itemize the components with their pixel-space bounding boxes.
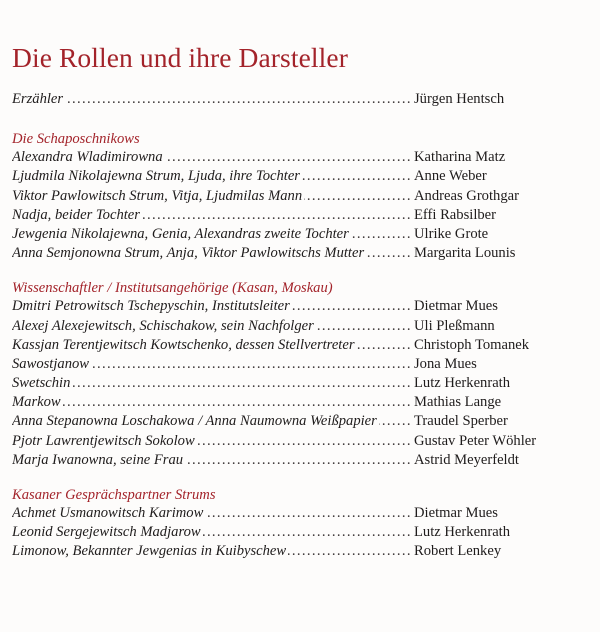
cast-entry xyxy=(12,244,592,263)
role-name: Pjotr Lawrentjewitsch Sokolow ..... xyxy=(12,432,412,451)
role-name: Limonow, Bekannter Jewgenias in Kuibyschew ..... xyxy=(12,542,412,561)
section-wissenschaftler xyxy=(12,279,592,470)
cast-entry xyxy=(12,355,592,374)
actor-name: Lutz Herkenrath xyxy=(414,524,511,541)
actor-name: Jona Mues xyxy=(414,355,477,372)
role-name: Marja Iwanowna, seine Frau ..... xyxy=(12,451,412,470)
actor-name: Jürgen Hentsch xyxy=(414,91,505,107)
cast-entry xyxy=(12,542,592,561)
actor-name: Gustav Peter Wöhler xyxy=(414,432,537,449)
cast-entry xyxy=(12,393,592,412)
actor-name: Robert Lenkey xyxy=(414,543,502,560)
role-name: Alexandra Wladimirowna ..... xyxy=(12,148,412,167)
role-name: Jewgenia Nikolajewna, Genia, Alexandras zweite Tochter ..... xyxy=(12,225,412,244)
role-name: Ljudmila Nikolajewna Strum, Ljuda, ihre Tochter ..... xyxy=(12,167,412,186)
cast-entry xyxy=(12,451,592,470)
cast-entry xyxy=(12,206,592,225)
actor-name: Traudel Sperber xyxy=(414,413,508,430)
role-name: Nadja, beider Tochter ..... xyxy=(12,206,412,225)
section-heading: Die Schaposchnikows xyxy=(12,131,140,148)
actor-name: Ulrike Grote xyxy=(414,225,489,242)
actor-name: Lutz Herkenrath xyxy=(414,375,511,392)
cast-entry xyxy=(12,336,592,355)
actor-name: Uli Pleßmann xyxy=(414,317,495,334)
role-name: Viktor Pawlowitsch Strum, Vitja, Ljudmilas Mann ..... xyxy=(12,187,412,206)
role-name: Markow ..... xyxy=(12,393,412,412)
role-name: Alexej Alexejewitsch, Schischakow, sein Nachfolger ..... xyxy=(12,317,412,336)
actor-name: Christoph Tomanek xyxy=(414,336,530,353)
role-name: Leonid Sergejewitsch Madjarow ..... xyxy=(12,523,412,542)
actor-name: Astrid Meyerfeldt xyxy=(414,451,519,468)
cast-entry xyxy=(12,504,592,523)
actor-name: Anne Weber xyxy=(414,168,487,185)
role-name: Dmitri Petrowitsch Tschepyschin, Institutsleiter ..... xyxy=(12,297,412,316)
actor-name: Mathias Lange xyxy=(414,394,502,411)
cast-entry xyxy=(12,297,592,316)
cast-entry xyxy=(12,412,592,431)
cast-entry-narrator xyxy=(12,90,592,109)
role-name: Erzähler ..... xyxy=(12,90,412,109)
role-name: Anna Semjonowna Strum, Anja, Viktor Pawlowitschs Mutter ..... xyxy=(12,244,412,263)
actor-name: Effi Rabsilber xyxy=(414,206,497,223)
cast-entry xyxy=(12,225,592,244)
role-name: Achmet Usmanowitsch Karimow ..... xyxy=(12,504,412,523)
role-name: Swetschin ..... xyxy=(12,374,412,393)
cast-entry xyxy=(12,187,592,206)
section-kasaner-gespraechspartner xyxy=(12,486,592,562)
actor-name: Andreas Grothgar xyxy=(414,187,519,204)
actor-name: Margarita Lounis xyxy=(414,245,516,262)
section-heading: Kasaner Gesprächspartner Strums xyxy=(12,487,216,503)
page-title: Die Rollen und ihre Darsteller xyxy=(12,42,348,73)
actor-name: Katharina Matz xyxy=(414,149,506,166)
cast-entry xyxy=(12,432,592,451)
actor-name: Dietmar Mues xyxy=(414,505,498,521)
cast-entry xyxy=(12,317,592,336)
cast-list xyxy=(12,90,592,562)
cast-entry xyxy=(12,148,592,167)
actor-name: Dietmar Mues xyxy=(414,298,498,315)
cast-entry xyxy=(12,374,592,393)
role-name: Anna Stepanowna Loschakowa / Anna Naumowna Weißpapier ..... xyxy=(12,412,412,431)
section-schaposchnikows xyxy=(12,130,592,263)
role-name: Kassjan Terentjewitsch Kowtschenko, dessen Stellvertreter ..... xyxy=(12,336,412,355)
section-heading: Wissenschaftler / Institutsangehörige (Kasan, Moskau) xyxy=(12,280,333,297)
cast-entry xyxy=(12,167,592,186)
cast-entry xyxy=(12,523,592,542)
role-name: Sawostjanow ..... xyxy=(12,355,412,374)
